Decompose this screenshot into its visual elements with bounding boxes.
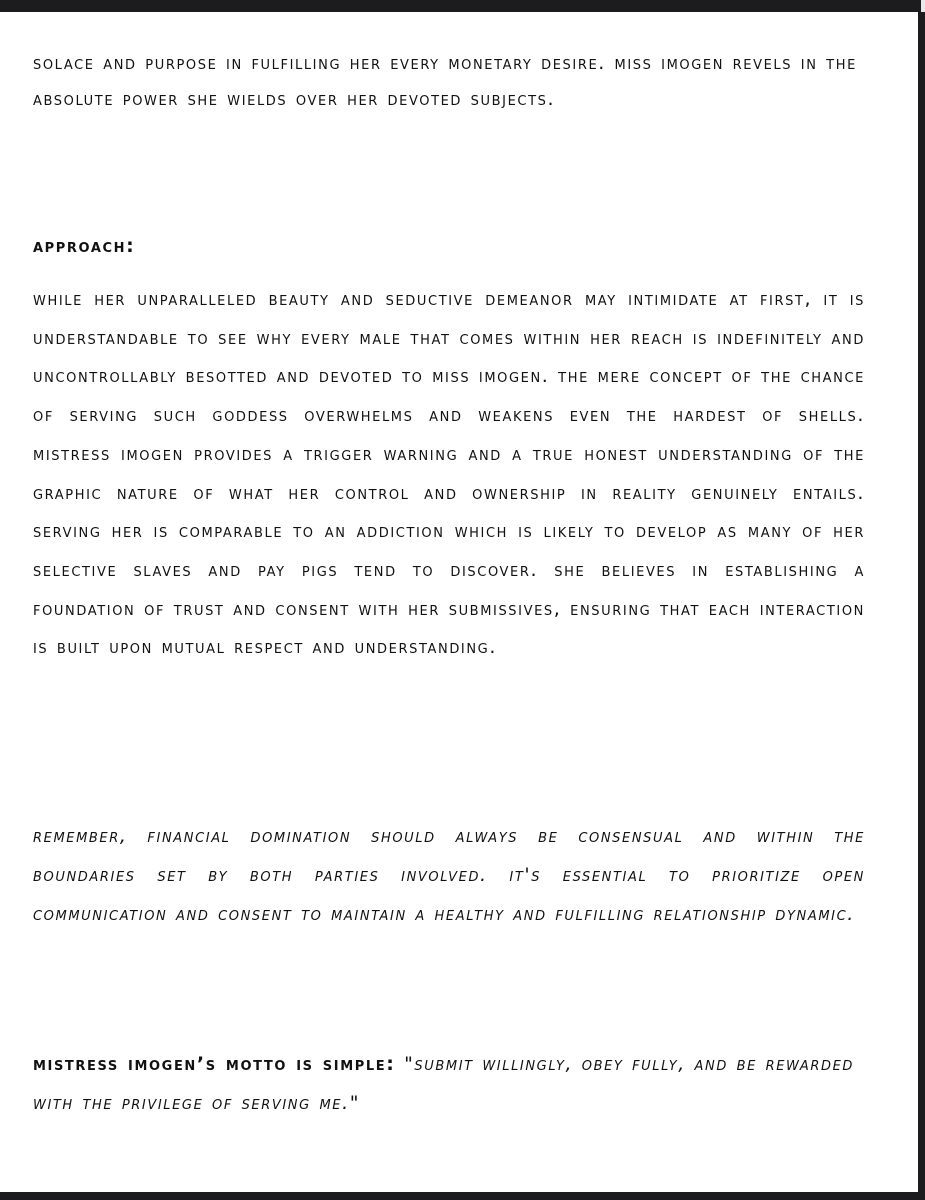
motto-label: mistress imogen’s motto is simple: [33,1053,396,1075]
paragraph-intro-continuation: solace and purpose in fulfilling her every monetary desire. miss imogen revels in the absolute power she wields over her devoted subjects. [33,52,857,110]
document-page [0,12,918,1192]
section-heading-approach: approach: [33,235,136,257]
scrollbar-thumb[interactable] [921,0,925,12]
paragraph-reminder: remember, financial domination should always be consensual and within the boundaries set by both parties involved. it's essential to prioritize open communication and consent to maintain a healthy and fulfilling relationship dynamic. [33,825,865,925]
motto-quote: "submit willingly, obey fully, and be rewarded with the privilege of serving me." [33,1053,855,1114]
paragraph-motto [33,1045,865,1123]
paragraph-approach: while her unparalleled beauty and seductive demeanor may intimidate at first, it is understandable to see why every male that comes within her reach is indefinitely and uncontrollably besotted and devoted to miss imogen. the mere concept of the chance of serving such goddess overwhelms and weakens even the hardest of shells. mistress imogen provides a trigger warning and a true honest understanding of the graphic nature of what her control and ownership in reality genuinely entails. serving her is comparable to an addiction which is likely to develop as many of her selective slaves and pay pigs tend to discover. she believes in establishing a foundation of trust and consent with her submissives, ensuring that each interaction is built upon mutual respect and understanding. [33,288,865,659]
